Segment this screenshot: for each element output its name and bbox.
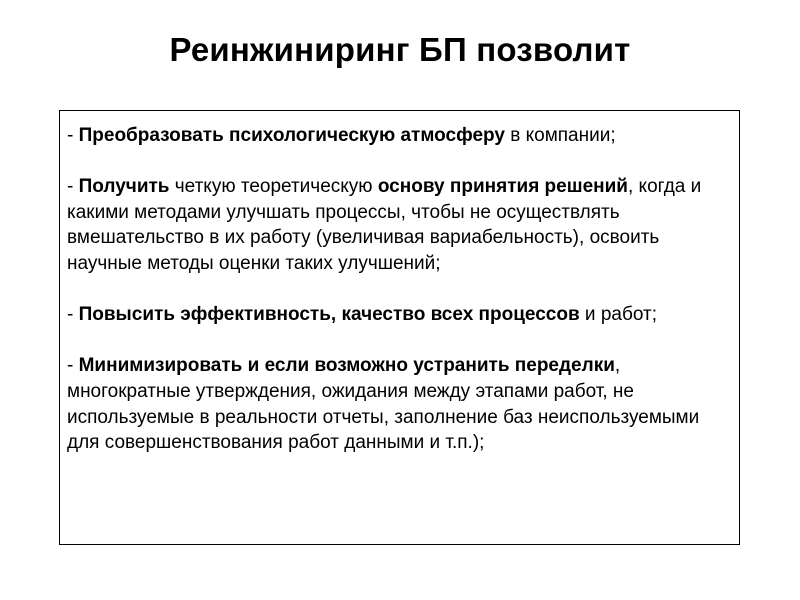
bullet-bold-text: Преобразовать психологическую атмосферу bbox=[78, 125, 505, 146]
bullet-text: , когда и какими методами улучшать процессы, чтобы не осуществлять вмешательство в их работу (увеличивая вариабельность), освоить научные методы оценки таких улучшений; bbox=[67, 176, 702, 274]
bullet-dash: - bbox=[67, 355, 79, 377]
bullet-bold-text: Минимизировать и если возможно устранить переделки bbox=[78, 355, 615, 377]
bullet-item-2 bbox=[67, 174, 729, 276]
bullet-item-3 bbox=[67, 302, 729, 328]
bullet-dash: - bbox=[67, 304, 79, 326]
bullet-dash: - bbox=[67, 176, 79, 198]
bullet-bold-text: Получить bbox=[78, 176, 170, 198]
bullet-item-1 bbox=[67, 123, 729, 149]
bullet-dash: - bbox=[67, 125, 79, 146]
bullet-item-4 bbox=[67, 353, 729, 455]
slide-title: Реинжиниринг БП позволит bbox=[169, 31, 631, 68]
bullet-bold-text: основу принятия решений bbox=[377, 176, 628, 198]
bullet-text: , многократные утверждения, ожидания между этапами работ, не используемые в реальности отчеты, заполнение баз неиспользуемыми для совершенствования работ данными и т.п.); bbox=[67, 355, 700, 454]
bullet-text: в компании; bbox=[504, 125, 616, 146]
bullet-text: четкую теоретическую bbox=[169, 176, 378, 198]
content-box bbox=[59, 110, 740, 545]
bullet-text: и работ; bbox=[579, 304, 657, 326]
bullet-bold-text: Повысить эффективность, качество всех процессов bbox=[78, 304, 580, 326]
